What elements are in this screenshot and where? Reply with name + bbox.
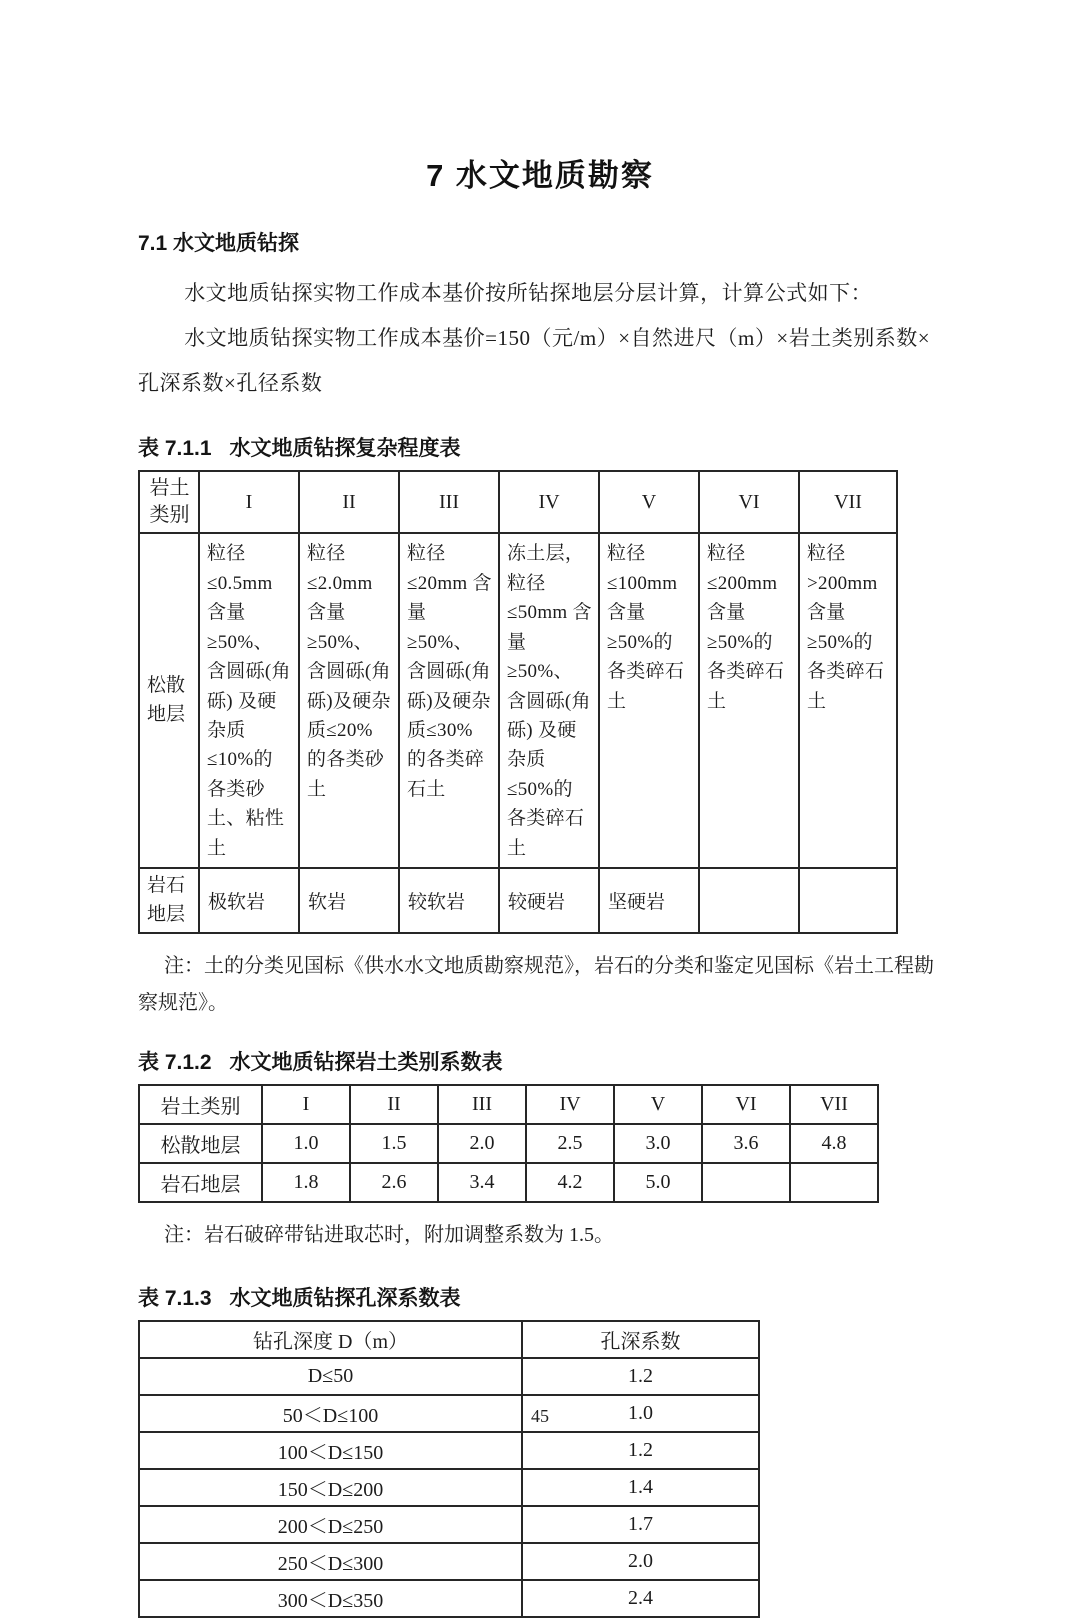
chapter-title: 7 水文地质勘察 <box>426 158 654 193</box>
col-header-5: V <box>599 471 699 533</box>
table-row-rock-strata <box>139 1163 878 1202</box>
col-header-5: V <box>614 1085 702 1124</box>
coefficient-value: 1.2 <box>522 1432 759 1469</box>
table1-note: 注：土的分类见国标《供水水文地质勘察规范》，岩石的分类和鉴定见国标《岩土工程勘察规范》。 <box>138 955 934 1015</box>
table-row <box>139 1358 759 1395</box>
table1-caption-title: 水文地质钻探复杂程度表 <box>229 437 461 461</box>
table-cell: 粒径≤2.0mm 含量≥50%、含圆砾(角砾)及硬杂质≤20%的各类砂土 <box>299 533 399 868</box>
col-header-3: III <box>399 471 499 533</box>
table3-caption <box>138 1282 942 1312</box>
table-cell: 较软岩 <box>399 868 499 933</box>
corner-header: 岩土类别 <box>139 1085 262 1124</box>
row-label: 岩石地层 <box>139 1163 262 1202</box>
table-row-loose-strata <box>139 533 897 868</box>
coefficient-value: 2.4 <box>522 1580 759 1617</box>
col-header-4: IV <box>499 471 599 533</box>
depth-range: 50＜D≤100 <box>139 1395 522 1432</box>
table-cell: 极软岩 <box>199 868 299 933</box>
table2-caption <box>138 1046 942 1076</box>
table-cell: 1.8 <box>262 1163 350 1202</box>
col-header-1: I <box>262 1085 350 1124</box>
col-header-6: VI <box>699 471 799 533</box>
table-cell: 2.0 <box>438 1124 526 1163</box>
col-header-3: III <box>438 1085 526 1124</box>
table-row-rock-strata <box>139 868 897 933</box>
col-header-7: VII <box>790 1085 878 1124</box>
table-row <box>139 1506 759 1543</box>
depth-range: D≤50 <box>139 1358 522 1395</box>
col-header-6: VI <box>702 1085 790 1124</box>
table-header-row <box>139 1321 759 1358</box>
col-header-1: I <box>199 471 299 533</box>
table-row <box>139 1432 759 1469</box>
paragraph-intro: 水文地质钻探实物工作成本基价按所钻探地层分层计算，计算公式如下： <box>184 281 873 305</box>
table-row <box>139 1580 759 1617</box>
table-cell: 坚硬岩 <box>599 868 699 933</box>
paragraph-formula: 水文地质钻探实物工作成本基价=150（元/m）×自然进尺（m）×岩土类别系数×孔深系数×孔径系数 <box>138 326 931 396</box>
table-cell: 粒径≤100mm 含量≥50%的各类碎石土 <box>599 533 699 868</box>
table-cell: 软岩 <box>299 868 399 933</box>
table-cell: 1.5 <box>350 1124 438 1163</box>
col-header-coefficient: 孔深系数 <box>522 1321 759 1358</box>
depth-range: 300＜D≤350 <box>139 1580 522 1617</box>
table2-caption-title: 水文地质钻探岩土类别系数表 <box>229 1051 503 1075</box>
table-cell: 粒径>200mm 含量≥50%的各类碎石土 <box>799 533 897 868</box>
depth-range: 150＜D≤200 <box>139 1469 522 1506</box>
table-cell: 5.0 <box>614 1163 702 1202</box>
page-number: 45 <box>531 1406 549 1426</box>
col-header-depth: 钻孔深度 D（m） <box>139 1321 522 1358</box>
table-cell: 冻土层，粒径≤50mm 含量≥50%、含圆砾(角砾) 及硬杂质≤50%的各类碎石土 <box>499 533 599 868</box>
depth-range: 200＜D≤250 <box>139 1506 522 1543</box>
row-label: 松散地层 <box>139 1124 262 1163</box>
table-cell <box>699 868 799 933</box>
table-cell: 2.5 <box>526 1124 614 1163</box>
table-cell: 3.6 <box>702 1124 790 1163</box>
table-depth-coefficients <box>138 1320 760 1618</box>
table-row <box>139 1543 759 1580</box>
table-header-row <box>139 1085 878 1124</box>
row-label: 岩石地层 <box>139 868 199 933</box>
table-row-loose-strata <box>139 1124 878 1163</box>
corner-header: 岩土类别 <box>139 471 199 533</box>
table-category-coefficients <box>138 1084 879 1203</box>
table-cell: 4.8 <box>790 1124 878 1163</box>
table-cell: 4.2 <box>526 1163 614 1202</box>
row-label: 松散地层 <box>139 533 199 868</box>
col-header-2: II <box>299 471 399 533</box>
table-cell: 较硬岩 <box>499 868 599 933</box>
coefficient-value: 2.0 <box>522 1543 759 1580</box>
table2-caption-number: 表 7.1.2 <box>138 1051 212 1075</box>
depth-range: 100＜D≤150 <box>139 1432 522 1469</box>
coefficient-value: 1.4 <box>522 1469 759 1506</box>
table1-caption-number: 表 7.1.1 <box>138 437 212 461</box>
table-cell <box>799 868 897 933</box>
col-header-4: IV <box>526 1085 614 1124</box>
table-cell <box>702 1163 790 1202</box>
table-cell: 1.0 <box>262 1124 350 1163</box>
table-cell: 3.4 <box>438 1163 526 1202</box>
table-cell: 粒径≤0.5mm 含量≥50%、含圆砾(角砾) 及硬杂质≤10%的各类砂土、粘性土 <box>199 533 299 868</box>
table-row <box>139 1469 759 1506</box>
table-cell: 3.0 <box>614 1124 702 1163</box>
table3-caption-number: 表 7.1.3 <box>138 1287 212 1311</box>
coefficient-value: 1.7 <box>522 1506 759 1543</box>
depth-range: 250＜D≤300 <box>139 1543 522 1580</box>
table-cell: 2.6 <box>350 1163 438 1202</box>
coefficient-value: 1.0 <box>522 1395 759 1432</box>
table1-caption <box>138 432 942 462</box>
section-heading: 7.1 水文地质钻探 <box>138 232 300 255</box>
col-header-7: VII <box>799 471 897 533</box>
col-header-2: II <box>350 1085 438 1124</box>
table3-caption-title: 水文地质钻探孔深系数表 <box>229 1287 461 1311</box>
table-header-row <box>139 471 897 533</box>
table-cell: 粒径≤200mm 含量≥50%的各类碎石土 <box>699 533 799 868</box>
table-cell <box>790 1163 878 1202</box>
coefficient-value: 1.2 <box>522 1358 759 1395</box>
table2-note: 注：岩石破碎带钻进取芯时，附加调整系数为 1.5。 <box>164 1224 614 1247</box>
table-cell: 粒径≤20mm 含量≥50%、含圆砾(角砾)及硬杂质≤30%的各类碎石土 <box>399 533 499 868</box>
table-complexity <box>138 470 898 934</box>
